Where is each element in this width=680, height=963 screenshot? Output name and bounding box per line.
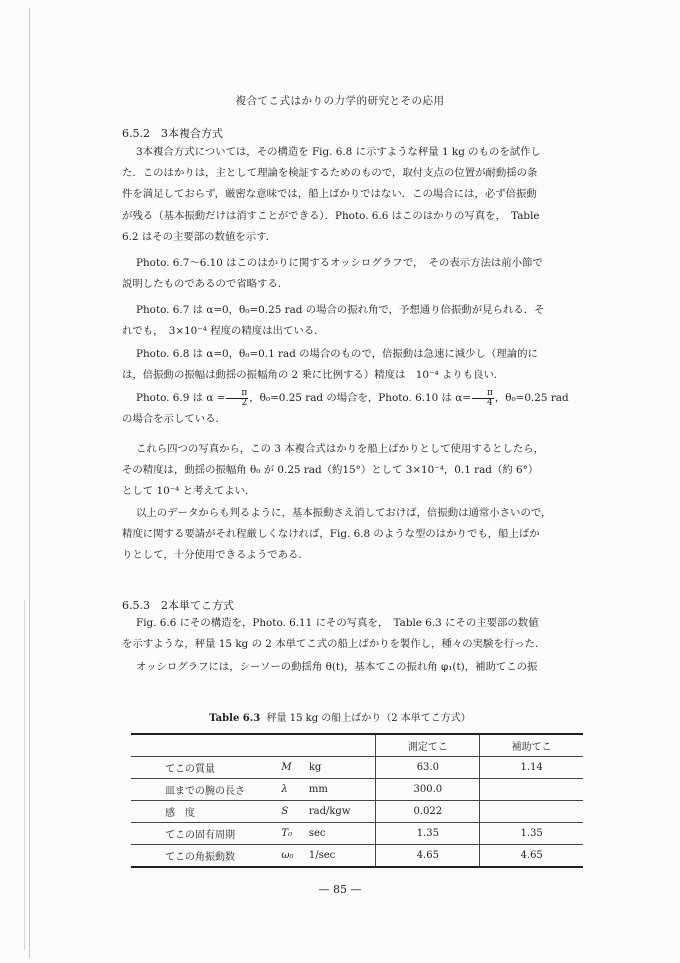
table-cell-unit: sec bbox=[305, 823, 376, 845]
text-line: は，倍振動の振幅は動揺の振幅角の 2 乗に比例する）精度は 10⁻⁴ よりも良い． bbox=[122, 369, 505, 382]
table-caption-text: 秤量 15 kg の船上ばかり（2 本単てこ方式） bbox=[266, 713, 471, 724]
table-cell-name: 皿までの腕の長さ bbox=[131, 779, 277, 801]
text-line: 3本複合方式については，その構造を Fig. 6.8 に示すような秤量 1 kg のものを試作し bbox=[136, 146, 541, 158]
table-row bbox=[131, 845, 583, 868]
table-cell-aux bbox=[480, 801, 583, 823]
text-line: た．このはかりは，主として理論を検証するためのもので，取付支点の位置が耐動揺の条 bbox=[122, 167, 538, 180]
table-cell-measure: 300.0 bbox=[376, 779, 480, 801]
text-line-with-fractions bbox=[122, 388, 598, 409]
paragraph-four-photos bbox=[122, 439, 598, 503]
table-cell-symbol: ω₀ bbox=[277, 845, 304, 868]
text-line: を示すような，秤量 15 kg の 2 本単てこ式の船上ばかりを製作し，種々の実験を行った． bbox=[122, 638, 546, 651]
table-cell-name: てこの角振動数 bbox=[131, 845, 277, 868]
table-cell-measure: 1.35 bbox=[376, 823, 480, 845]
text-fragment: ，θ₀=0.25 rad bbox=[494, 392, 569, 404]
table-cell-symbol: M bbox=[277, 757, 304, 779]
table-cell-name: てこの質量 bbox=[131, 757, 277, 779]
binding-margin-line-lower bbox=[24, 600, 25, 950]
table-caption-label: Table 6.3 bbox=[209, 713, 261, 724]
text-line: これら四つの写真から，この 3 本複合式はかりを船上ばかりとして使用するとしたら， bbox=[136, 443, 545, 455]
fraction-numerator: π bbox=[226, 389, 248, 399]
table-cell-symbol: S bbox=[277, 801, 304, 823]
table-header-cell bbox=[277, 734, 304, 757]
paragraph-photo-6-9 bbox=[122, 388, 598, 430]
text-fragment: ，θ₀=0.25 rad の場合を，Photo. 6.10 は α= bbox=[249, 392, 471, 404]
table-cell-symbol: λ bbox=[277, 779, 304, 801]
text-line: れでも， 3×10⁻⁴ 程度の精度は出ている． bbox=[122, 325, 325, 338]
table-header-row bbox=[131, 734, 583, 757]
text-line: 説明したものであるので省略する． bbox=[122, 278, 289, 291]
table-row bbox=[131, 757, 583, 779]
text-line: Photo. 6.7 は α=0，θ₀=0.25 rad の場合の振れ角で，予想通り倍振動が見られる．そ bbox=[136, 304, 545, 316]
fraction-pi-over-4 bbox=[472, 389, 494, 408]
table-cell-aux: 4.65 bbox=[480, 845, 583, 868]
table-cell-unit: rad/kgw bbox=[305, 801, 376, 823]
text-line: の場合を示している． bbox=[122, 413, 226, 426]
paragraph-photo-6-7 bbox=[122, 300, 598, 342]
text-line: その精度は，動揺の振幅角 θ₀ が 0.25 rad（約15°）として 3×10⁻⁴，0.1 rad（約 6°） bbox=[122, 464, 539, 477]
section-heading-6-5-2: 6.5.2 3本複合方式 bbox=[122, 127, 223, 140]
text-line: 6.2 はその主要部の数値を示す． bbox=[122, 230, 277, 243]
fraction-pi-over-2 bbox=[226, 389, 248, 408]
page-number: — 85 — bbox=[318, 883, 362, 896]
paragraph-2-lever-intro bbox=[122, 613, 598, 655]
table-header-aux: 補助てこ bbox=[480, 734, 583, 757]
paragraph-oscillograph bbox=[122, 253, 598, 295]
fraction-denominator: 4 bbox=[487, 397, 493, 408]
table-header-measure: 測定てこ bbox=[376, 734, 480, 757]
text-line: Photo. 6.7〜6.10 はこのはかりに関するオッシログラフで， その表示方法は前小節で bbox=[136, 257, 543, 269]
text-line: Fig. 6.6 にその構造を，Photo. 6.11 にその写真を， Table 6.3 にその主要部の数値 bbox=[136, 617, 539, 629]
text-line: が残る（基本振動だけは消すことができる）．Photo. 6.6 はこのはかりの写真を， Table bbox=[122, 209, 540, 222]
table-row bbox=[131, 823, 583, 845]
paragraph-intro bbox=[122, 142, 598, 248]
table-cell-unit: kg bbox=[305, 757, 376, 779]
table-cell-measure: 0.022 bbox=[376, 801, 480, 823]
table-cell-symbol: T₀ bbox=[277, 823, 304, 845]
table-cell-aux: 1.35 bbox=[480, 823, 583, 845]
table-header-cell bbox=[131, 734, 277, 757]
table-cell-name: てこの固有周期 bbox=[131, 823, 277, 845]
text-line: 精度に関する要請がそれ程厳しくなければ，Fig. 6.8 のような型のはかりでも，船上ばか bbox=[122, 528, 540, 541]
data-table bbox=[131, 733, 583, 868]
table-cell-measure: 4.65 bbox=[376, 845, 480, 868]
table-cell-aux: 1.14 bbox=[480, 757, 583, 779]
running-head: 複合てこ式はかりの力学的研究とその応用 bbox=[235, 95, 445, 107]
text-line: りとして，十分使用できるようである． bbox=[122, 549, 309, 562]
table-cell-aux bbox=[480, 779, 583, 801]
text-line: オッシログラフには，シーソーの動揺角 θ(t)，基本てこの振れ角 φ₁(t)，補助てこの振 bbox=[136, 661, 538, 673]
section-heading-6-5-3: 6.5.3 2本単てこ方式 bbox=[122, 599, 234, 612]
paragraph-2-lever-oscillograph bbox=[122, 657, 598, 678]
table-header-cell bbox=[305, 734, 376, 757]
text-line: 以上のデータからも判るように，基本振動さえ消しておけば，倍振動は通常小さいので， bbox=[136, 507, 552, 519]
table-row bbox=[131, 801, 583, 823]
fraction-denominator: 2 bbox=[241, 397, 248, 408]
table-caption bbox=[0, 709, 680, 724]
table-cell-measure: 63.0 bbox=[376, 757, 480, 779]
table-cell-unit: 1/sec bbox=[305, 845, 376, 868]
table-cell-unit: mm bbox=[305, 779, 376, 801]
text-line: 件を満足しておらず，厳密な意味では，船上ばかりではない．この場合には，必ず倍振動 bbox=[122, 188, 537, 201]
paragraph-photo-6-8 bbox=[122, 344, 598, 386]
fraction-numerator: π bbox=[472, 389, 494, 399]
text-fragment: Photo. 6.9 は α = bbox=[136, 392, 226, 404]
table-cell-name: 感 度 bbox=[131, 801, 277, 823]
paragraph-conclusion bbox=[122, 503, 598, 567]
text-line: Photo. 6.8 は α=0，θ₀=0.1 rad の場合のもので，倍振動は急速に減少し（理論的に bbox=[136, 348, 538, 360]
table-row bbox=[131, 779, 583, 801]
binding-margin-line bbox=[29, 8, 30, 958]
text-line: として 10⁻⁴ と考えてよい． bbox=[122, 485, 256, 498]
